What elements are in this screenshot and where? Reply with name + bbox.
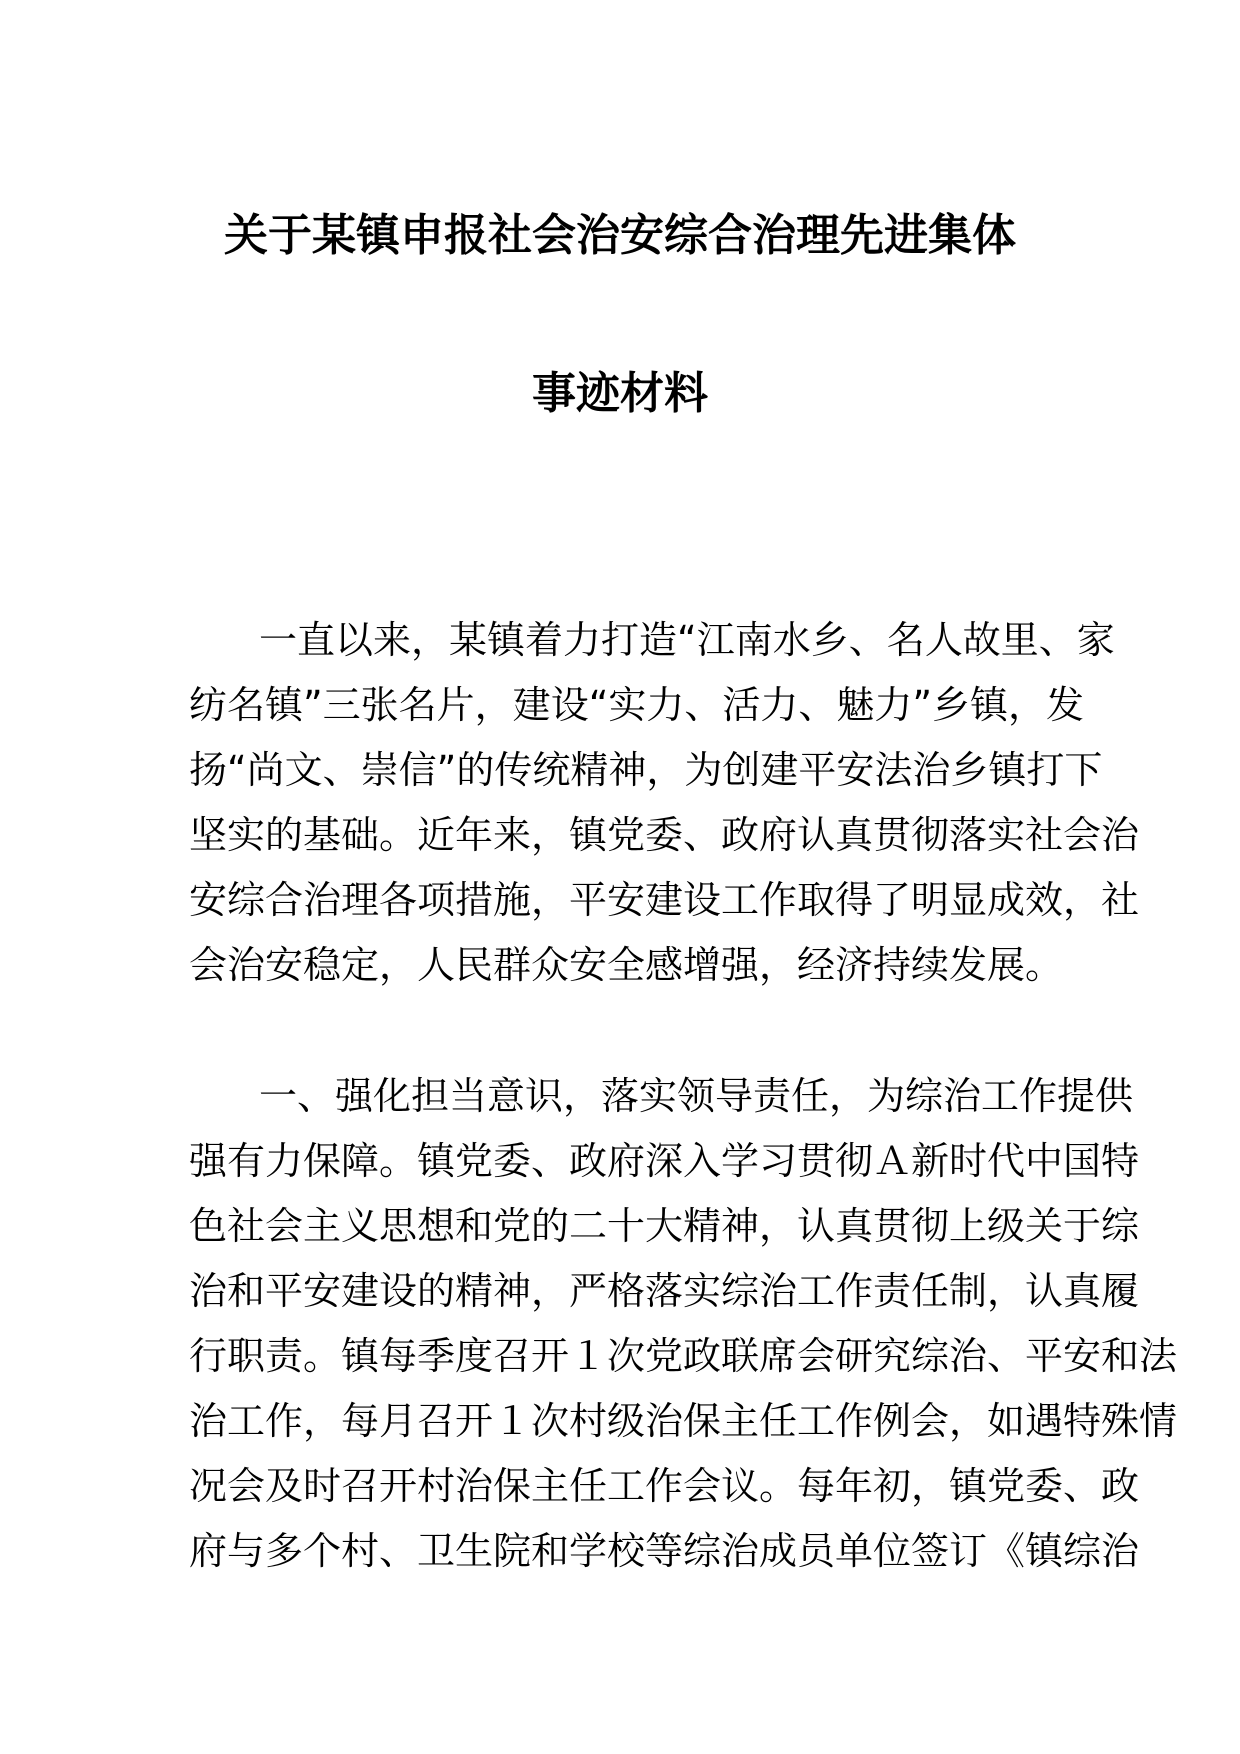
paragraph-line: 坚实的基础。近年来，镇党委、政府认真贯彻落实社会治 xyxy=(189,813,1140,857)
paragraph-line: 行职责。镇每季度召开１次党政联席会研究综治、平安和法 xyxy=(189,1334,1178,1378)
paragraph-line: 纺名镇”三张名片，建设“实力、活力、魅力”乡镇，发 xyxy=(189,683,1085,727)
paragraph-line: 府与多个村、卫生院和学校等综治成员单位签订《镇综治 xyxy=(189,1529,1140,1573)
paragraph-line: 安综合治理各项措施，平安建设工作取得了明显成效，社 xyxy=(189,878,1140,922)
paragraph-line: 会治安稳定，人民群众安全感增强，经济持续发展。 xyxy=(189,943,1064,987)
paragraph-line: 一、强化担当意识，落实领导责任，为综治工作提供 xyxy=(259,1074,1134,1118)
document-title-line-1: 关于某镇申报社会治安综合治理先进集体 xyxy=(224,210,1016,261)
paragraph-line: 扬“尚文、崇信”的传统精神，为创建平安法治乡镇打下 xyxy=(189,748,1103,792)
paragraph-intro xyxy=(189,608,1140,998)
paragraph-section-1 xyxy=(189,1064,1178,1584)
paragraph-line: 治和平安建设的精神，严格落实综治工作责任制，认真履 xyxy=(189,1269,1140,1313)
paragraph-line: 治工作，每月召开１次村级治保主任工作例会，如遇特殊情 xyxy=(189,1399,1178,1443)
paragraph-line: 强有力保障。镇党委、政府深入学习贯彻Ａ新时代中国特 xyxy=(189,1139,1140,1183)
paragraph-line: 况会及时召开村治保主任工作会议。每年初，镇党委、政 xyxy=(189,1464,1140,1508)
paragraph-line: 色社会主义思想和党的二十大精神，认真贯彻上级关于综 xyxy=(189,1204,1140,1248)
paragraph-line: 一直以来，某镇着力打造“江南水乡、名人故里、家 xyxy=(259,618,1115,662)
document-title-line-2: 事迹材料 xyxy=(532,368,708,419)
